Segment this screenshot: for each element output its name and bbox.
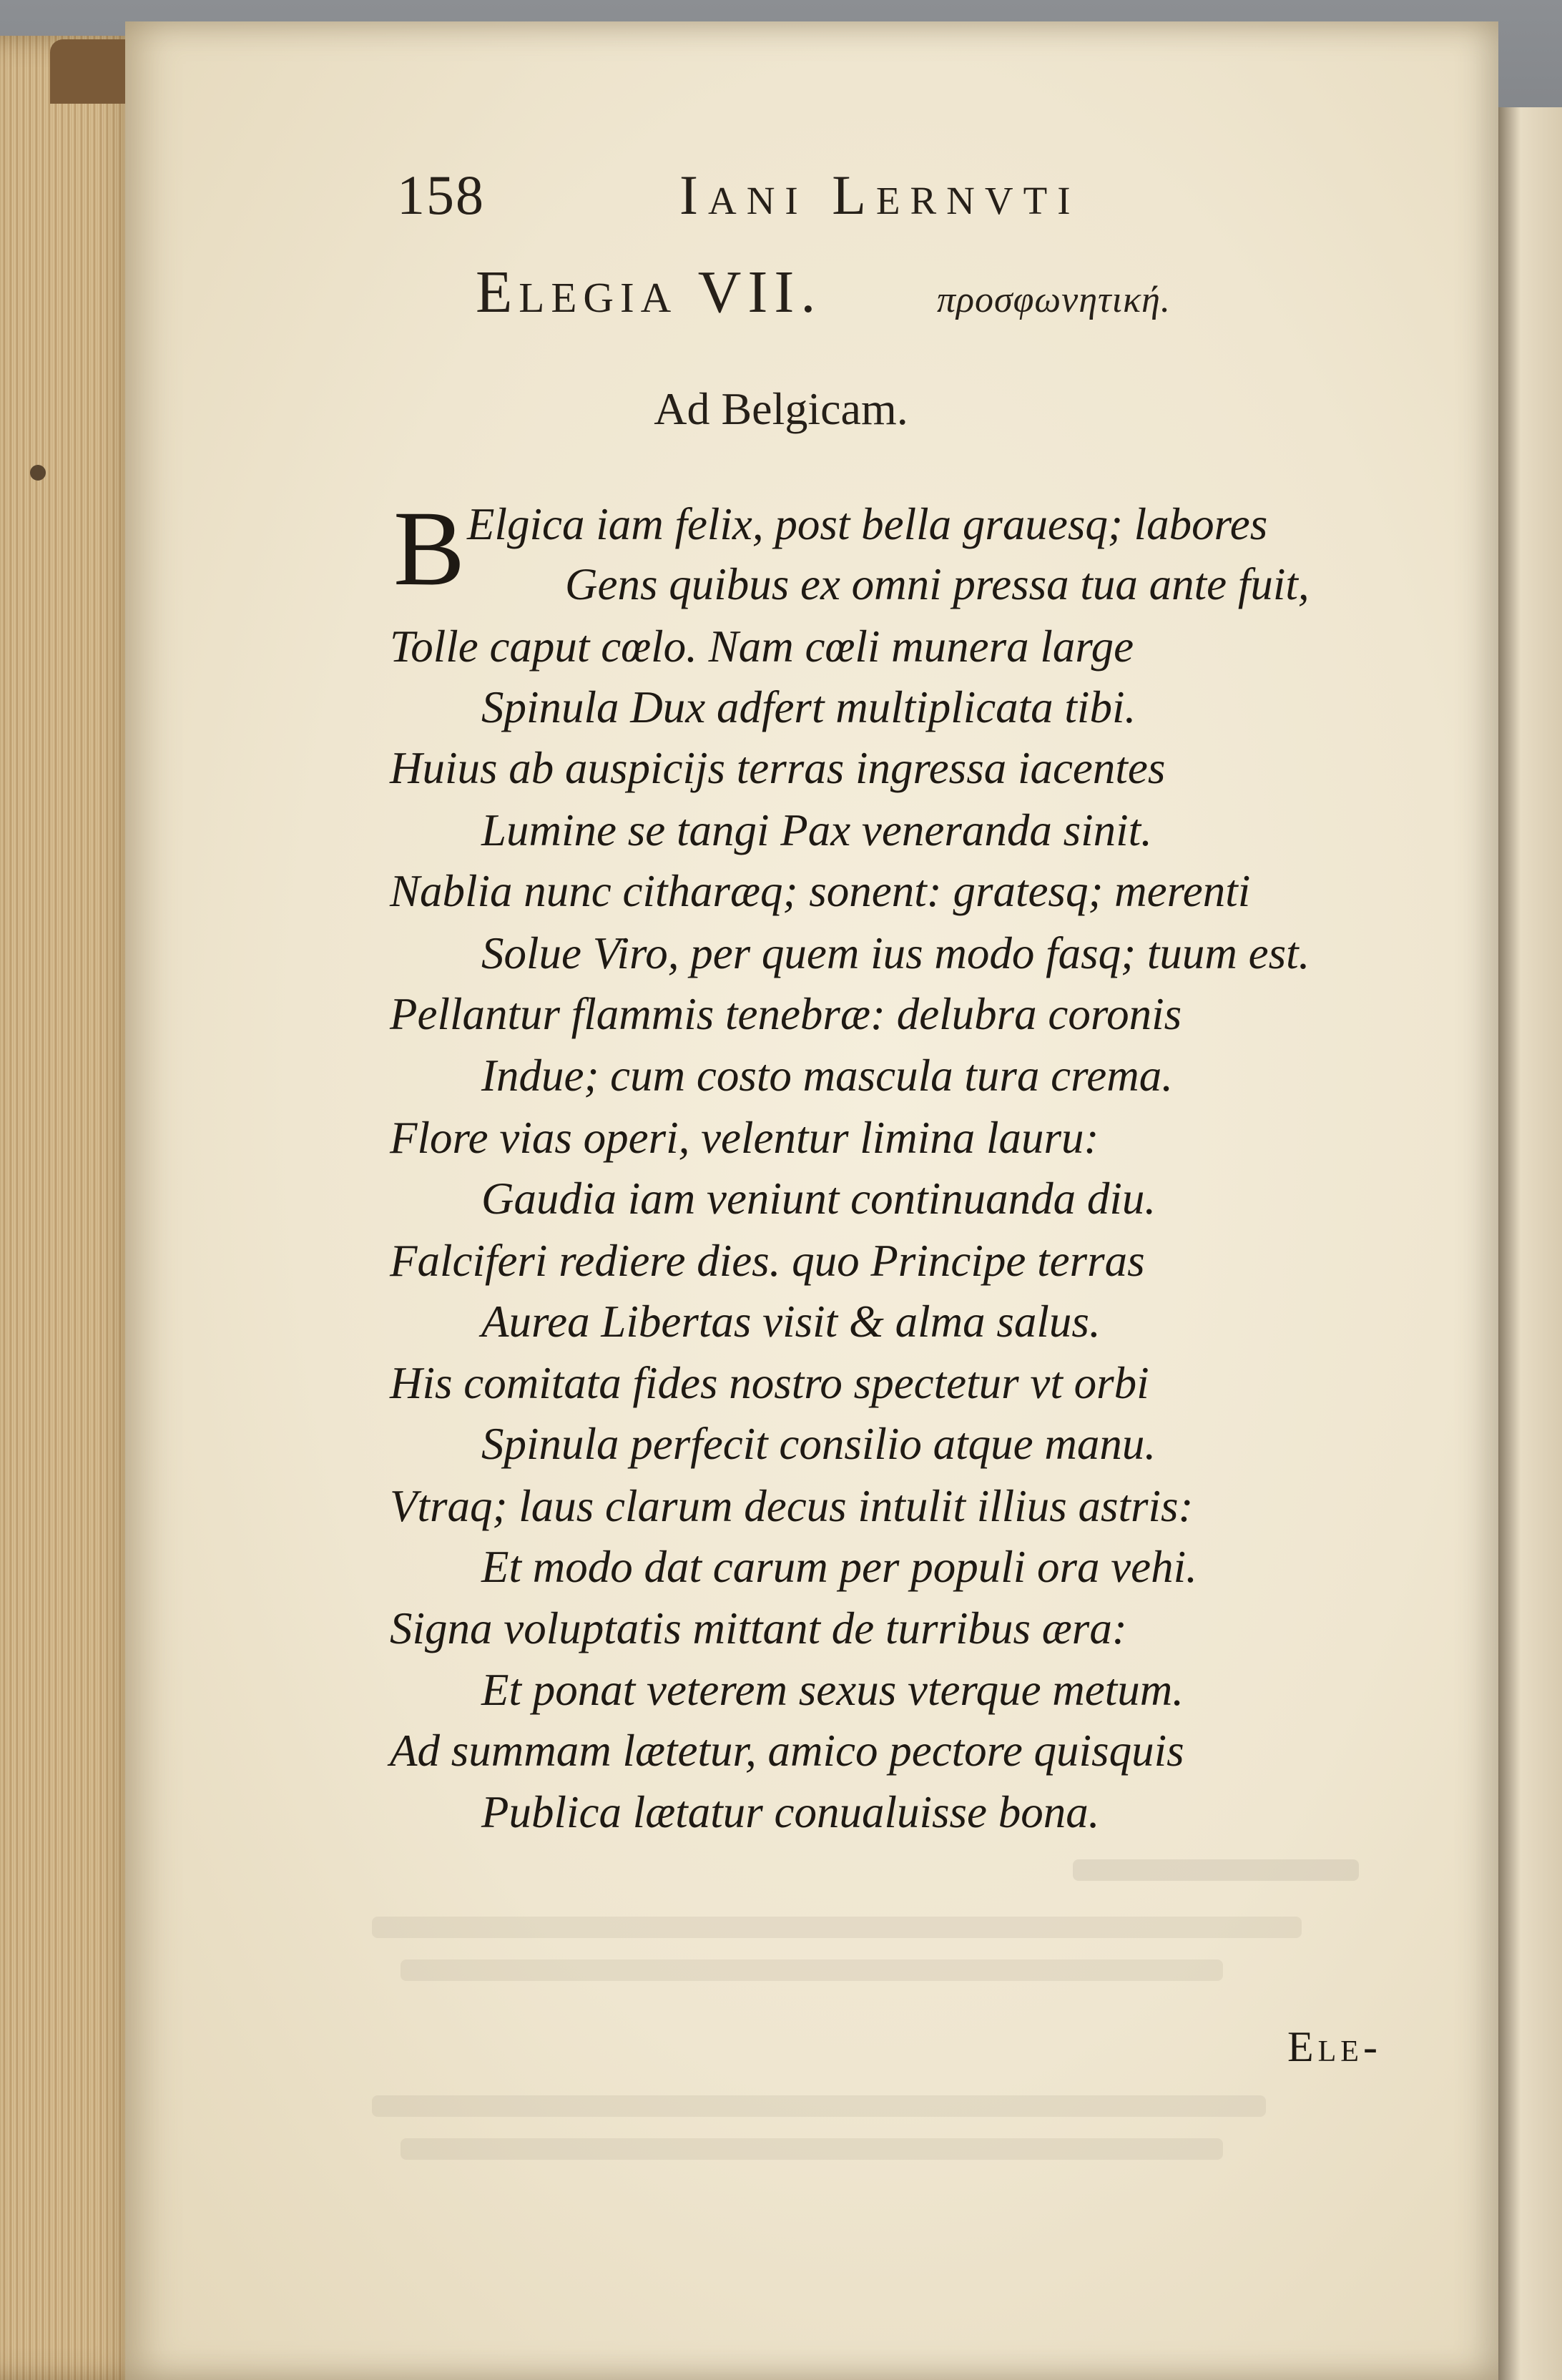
paper-stain	[30, 465, 46, 481]
verse-line: Spinula Dux adfert multiplicata tibi.	[481, 682, 1136, 732]
elegy-title: Elegia VII.	[476, 259, 822, 325]
verse-line: Aurea Libertas visit & alma salus.	[481, 1297, 1101, 1347]
verse-line: Ad summam lætetur, amico pectore quisquis	[390, 1726, 1184, 1776]
verse-line: Lumine se tangi Pax veneranda sinit.	[481, 805, 1152, 855]
verse-line: Elgica iam felix, post bella grauesq; labores	[467, 499, 1268, 549]
bleed-through-mark	[1073, 1859, 1359, 1881]
verse-line: Pellantur flammis tenebræ: delubra coronis	[390, 989, 1182, 1039]
page-number: 158	[397, 164, 485, 226]
elegy-heading	[476, 257, 1320, 336]
bleed-through-mark	[372, 2095, 1266, 2117]
drop-cap: B	[393, 489, 466, 608]
verse-line: Indue; cum costo mascula tura crema.	[481, 1051, 1173, 1101]
verse-line: Solue Viro, per quem ius modo fasq; tuum est.	[481, 928, 1310, 978]
verse-line: Et modo dat carum per populi ora vehi.	[481, 1542, 1197, 1592]
facing-page-edge	[1498, 107, 1562, 2380]
verse-line: Gens quibus ex omni pressa tua ante fuit,	[565, 559, 1310, 609]
verse-line: Gaudia iam veniunt continuanda diu.	[481, 1174, 1156, 1224]
verse-line: Tolle caput cœlo. Nam cœli munera large	[390, 621, 1134, 672]
verse-line: Falciferi rediere dies. quo Principe terras	[390, 1236, 1145, 1286]
verse-line: Flore vias operi, velentur limina lauru:	[390, 1113, 1099, 1163]
verse-line: Nablia nunc citharæq; sonent: gratesq; merenti	[390, 866, 1251, 916]
greek-title: προσφωνητική.	[937, 280, 1171, 320]
poem-subtitle: Ad Belgicam.	[654, 383, 908, 434]
verse-line: Et ponat veterem sexus vterque metum.	[481, 1665, 1184, 1715]
verse-line: Huius ab auspicijs terras ingressa iacentes	[390, 743, 1166, 793]
running-head: Iani Lernvti	[679, 164, 1081, 226]
bleed-through-mark	[401, 1959, 1223, 1981]
bleed-through-mark	[401, 2138, 1223, 2160]
verse-line: His comitata fides nostro spectetur vt orbi	[390, 1358, 1149, 1408]
verse-line: Spinula perfecit consilio atque manu.	[481, 1419, 1156, 1469]
verse-line: Vtraq; laus clarum decus intulit illius astris:	[390, 1481, 1194, 1531]
catchword: Ele-	[1287, 2023, 1382, 2070]
page-header	[397, 163, 1305, 249]
verse-line: Publica lætatur conualuisse bona.	[481, 1787, 1100, 1837]
book-binding-corner	[50, 39, 136, 104]
verse-line: Signa voluptatis mittant de turribus æra:	[390, 1603, 1127, 1653]
bleed-through-mark	[372, 1917, 1302, 1938]
